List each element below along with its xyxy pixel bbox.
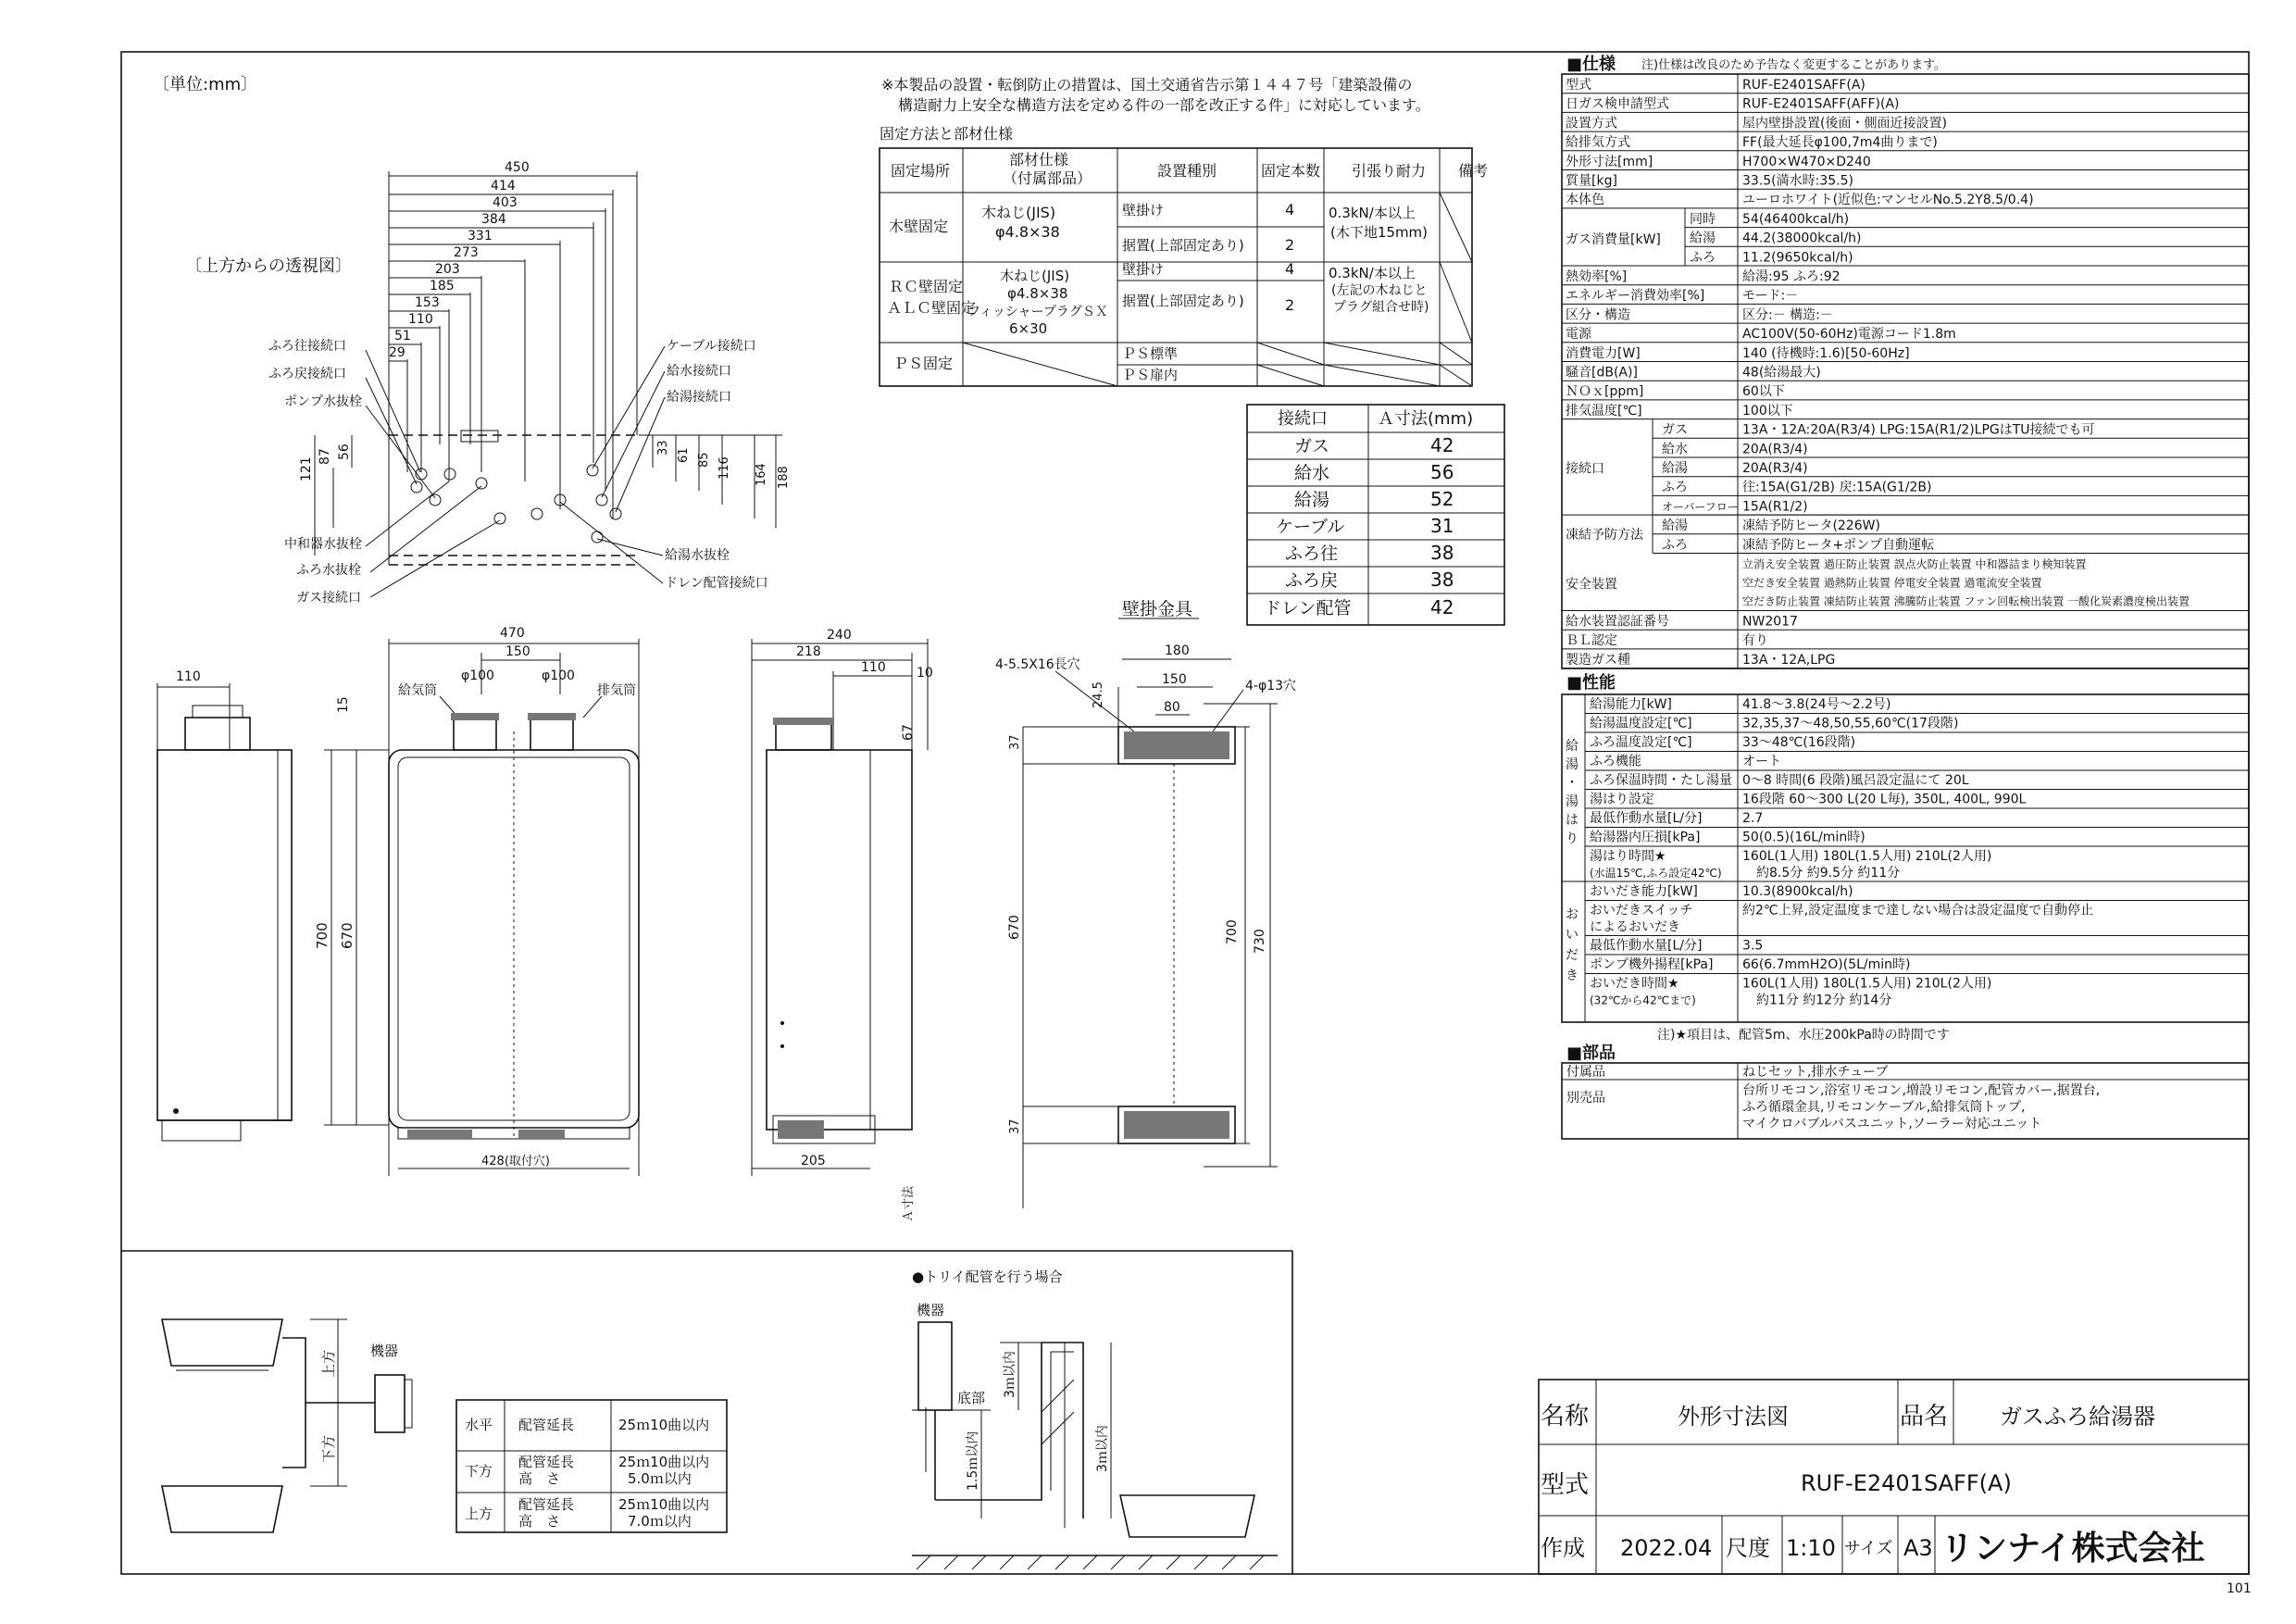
parts-table bbox=[1562, 1043, 2249, 1139]
spec-value: 空だき安全装置 過熱防止装置 停電安全装置 過電流安全装置 bbox=[1742, 576, 2042, 590]
svg-text:ドレン配管: ドレン配管 bbox=[1264, 598, 1352, 618]
svg-text:6×30: 6×30 bbox=[1009, 320, 1048, 337]
svg-text:56: 56 bbox=[337, 443, 352, 460]
tb-name-value: 外形寸法図 bbox=[1678, 1404, 1789, 1430]
svg-text:121: 121 bbox=[299, 456, 314, 481]
spec-value: 給湯:95 ふろ:92 bbox=[1742, 269, 1841, 284]
svg-text:218: 218 bbox=[796, 644, 821, 659]
svg-text:A3: A3 bbox=[1903, 1535, 1933, 1561]
svg-text:185: 185 bbox=[430, 279, 455, 294]
spec-label: 給水装置認証番号 bbox=[1566, 614, 1669, 630]
svg-text:33: 33 bbox=[656, 440, 670, 456]
svg-text:80: 80 bbox=[1164, 700, 1180, 715]
spec-value: AC100V(50-60Hz)電源コード1.8m bbox=[1742, 327, 1956, 343]
perf-value: 66(6.7mmH2O)(5L/min時) bbox=[1742, 957, 1911, 972]
perf-group-char: 湯 bbox=[1566, 757, 1578, 772]
svg-text:42: 42 bbox=[1430, 596, 1454, 618]
spec-label: 給排気方式 bbox=[1566, 135, 1630, 151]
label-cable-conn: ケーブル接続口 bbox=[667, 339, 756, 354]
svg-text:型式: 型式 bbox=[1541, 1471, 1590, 1499]
svg-text:428(取付穴): 428(取付穴) bbox=[481, 1155, 550, 1168]
label-water-conn: 給水接続口 bbox=[667, 364, 731, 379]
front-view bbox=[314, 626, 639, 1176]
svg-text:31: 31 bbox=[1430, 515, 1454, 537]
svg-text:(木下地15mm): (木下地15mm) bbox=[1330, 224, 1429, 241]
svg-text:153: 153 bbox=[415, 295, 440, 310]
svg-text:180: 180 bbox=[1165, 643, 1190, 658]
svg-text:ＰＳ固定: ＰＳ固定 bbox=[893, 355, 954, 372]
svg-text:φ4.8×38: φ4.8×38 bbox=[995, 223, 1060, 241]
svg-text:3ｍ以内: 3ｍ以内 bbox=[1095, 1425, 1110, 1472]
perf-group-char: お bbox=[1566, 907, 1578, 922]
perf-label: ふろ機能 bbox=[1590, 754, 1641, 769]
spec-label: 消費電力[W] bbox=[1566, 345, 1641, 361]
label-hot-drain: 給湯水抜栓 bbox=[665, 548, 730, 563]
spec-label: 質量[kg] bbox=[1566, 173, 1617, 189]
svg-text:上方: 上方 bbox=[320, 1349, 337, 1378]
svg-text:品名: 品名 bbox=[1900, 1403, 1949, 1430]
spec-sub-label: 給湯 bbox=[1690, 231, 1716, 246]
svg-text:700: 700 bbox=[1225, 919, 1240, 944]
spec-label: 区分・構造 bbox=[1566, 307, 1630, 323]
svg-text:壁掛け: 壁掛け bbox=[1122, 261, 1165, 278]
spec-sub-label: ふろ bbox=[1690, 250, 1716, 266]
svg-text:414: 414 bbox=[491, 179, 516, 194]
svg-text:37: 37 bbox=[1008, 734, 1022, 750]
svg-text:384: 384 bbox=[481, 212, 506, 227]
spec-value: H700×W470×D240 bbox=[1742, 154, 1871, 169]
svg-text:配管延長: 配管延長 bbox=[518, 1496, 575, 1513]
spec-value: ユーロホワイト(近似色:マンセルNo.5.2Y8.5/0.4) bbox=[1742, 193, 2034, 208]
svg-text:240: 240 bbox=[827, 628, 852, 643]
svg-text:高 さ: 高 さ bbox=[518, 1470, 561, 1487]
spec-label: 排気温度[℃] bbox=[1566, 403, 1642, 418]
spec-label: 設置方式 bbox=[1566, 116, 1617, 131]
spec-label: ガス消費量[kW] bbox=[1566, 231, 1661, 247]
bracket-title: 壁掛金具 bbox=[1122, 599, 1193, 619]
svg-text:別売品: 別売品 bbox=[1566, 1091, 1605, 1106]
svg-text:670: 670 bbox=[1007, 915, 1022, 940]
spec-value: 空だき防止装置 凍結防止装置 沸騰防止装置 ファン回転検出装置 一酸化炭素濃度検出装置 bbox=[1742, 594, 2190, 608]
svg-text:φ100: φ100 bbox=[461, 668, 494, 683]
perf-value: 約8.5分 約9.5分 約11分 bbox=[1756, 866, 1901, 881]
svg-text:700: 700 bbox=[314, 922, 331, 949]
svg-text:ふろ往: ふろ往 bbox=[1285, 543, 1339, 564]
spec-sub-label: 給湯 bbox=[1662, 461, 1688, 476]
spec-value: 20A(R3/4) bbox=[1742, 442, 1808, 457]
svg-text:331: 331 bbox=[468, 229, 493, 244]
spec-value: 屋内壁掛設置(後面・側面近接設置) bbox=[1742, 116, 1947, 131]
perf-value: 33～48℃(16段階) bbox=[1742, 735, 1856, 750]
svg-text:プラグ組合せ時): プラグ組合せ時) bbox=[1333, 300, 1429, 315]
svg-text:下方: 下方 bbox=[465, 1463, 493, 1480]
svg-text:10: 10 bbox=[917, 666, 933, 681]
perf-group-char: い bbox=[1566, 928, 1578, 943]
svg-text:25ｍ10曲以内: 25ｍ10曲以内 bbox=[618, 1417, 710, 1433]
svg-text:203: 203 bbox=[435, 262, 460, 277]
perf-group-char: だ bbox=[1566, 948, 1578, 963]
svg-text:木ねじ(JIS): 木ねじ(JIS) bbox=[981, 204, 1056, 221]
spec-table bbox=[1562, 54, 2249, 668]
top-view bbox=[185, 160, 791, 606]
svg-text:接続口: 接続口 bbox=[1278, 409, 1328, 429]
svg-text:下方: 下方 bbox=[320, 1434, 337, 1463]
svg-text:51: 51 bbox=[394, 329, 411, 344]
svg-text:150: 150 bbox=[1162, 672, 1187, 687]
spec-sub-label: 給湯 bbox=[1662, 518, 1688, 534]
spec-sub-label: ふろ bbox=[1662, 537, 1688, 553]
svg-text:7.0ｍ以内: 7.0ｍ以内 bbox=[628, 1513, 692, 1530]
perf-value: 0～8 時間(6 段階)風呂設定温にて 20L bbox=[1742, 773, 1969, 788]
spec-sub-label: 給水 bbox=[1662, 442, 1688, 457]
tb-product-value: ガスふろ給湯器 bbox=[2000, 1404, 2155, 1430]
spec-value: 100以下 bbox=[1742, 403, 1793, 418]
label-furo-drain: ふろ水抜栓 bbox=[296, 563, 361, 578]
perf-label: 湯はり時間★ bbox=[1590, 849, 1666, 864]
svg-text:水平: 水平 bbox=[465, 1417, 493, 1433]
spec-label: 日ガス検申請型式 bbox=[1566, 96, 1669, 112]
spec-header: ■仕様 bbox=[1566, 55, 1616, 74]
perf-value: 16段階 60～300 L(20 L毎), 350L, 400L, 990L bbox=[1742, 792, 2027, 807]
svg-text:Ａ寸法: Ａ寸法 bbox=[902, 1185, 916, 1222]
perf-label: 最低作動水量[L/分] bbox=[1590, 938, 1703, 954]
spec-label: 接続口 bbox=[1566, 461, 1604, 477]
spec-value: 20A(R3/4) bbox=[1742, 461, 1808, 476]
svg-text:110: 110 bbox=[861, 660, 886, 675]
perf-label: おいだき能力[kW] bbox=[1590, 884, 1698, 899]
perf-value: 41.8～3.8(24号～2.2号) bbox=[1742, 697, 1891, 712]
top-view-label: 〔上方からの透視図〕 bbox=[185, 256, 352, 276]
perf-value: 32,35,37～48,50,55,60℃(17段階) bbox=[1742, 716, 1959, 731]
spec-value: RUF-E2401SAFF(AFF)(A) bbox=[1742, 96, 1900, 112]
svg-text:ケーブル: ケーブル bbox=[1276, 517, 1345, 537]
svg-text:38: 38 bbox=[1430, 542, 1454, 564]
spec-value: 凍結予防ヒータ+ポンプ自動運転 bbox=[1742, 537, 1935, 553]
svg-text:マイクロバブルバスユニット,ソーラー対応ユニット: マイクロバブルバスユニット,ソーラー対応ユニット bbox=[1742, 1117, 2042, 1131]
perf-group-char: き bbox=[1566, 968, 1578, 983]
perf-value: 約2℃上昇,設定温度まで達しない場合は設定温度で自動停止 bbox=[1742, 903, 2094, 918]
perf-label: (32℃から42℃まで) bbox=[1590, 993, 1696, 1007]
svg-text:尺度: 尺度 bbox=[1726, 1535, 1770, 1561]
title-block bbox=[1539, 1380, 2249, 1574]
svg-text:φ4.8×38: φ4.8×38 bbox=[1007, 285, 1068, 302]
tb-company: リンナイ株式会社 bbox=[1940, 1530, 2205, 1568]
svg-text:注)仕様は改良のため予告なく変更することがあります。: 注)仕様は改良のため予告なく変更することがあります。 bbox=[1641, 58, 1947, 72]
perf-group-char: 湯 bbox=[1566, 794, 1578, 809]
svg-text:4: 4 bbox=[1285, 201, 1295, 219]
perf-value: オート bbox=[1742, 754, 1781, 769]
fix-method-table bbox=[880, 148, 1488, 386]
svg-text:1.5ｍ以内: 1.5ｍ以内 bbox=[966, 1430, 980, 1491]
trap-piping-diagram bbox=[912, 1268, 1278, 1569]
svg-text:木壁固定: 木壁固定 bbox=[889, 218, 949, 235]
svg-text:0.3kN/本以上: 0.3kN/本以上 bbox=[1329, 265, 1416, 281]
spec-value: 44.2(38000kcal/h) bbox=[1742, 231, 1862, 246]
perf-label: 最低作動水量[L/分] bbox=[1590, 811, 1703, 826]
svg-text:配管延長: 配管延長 bbox=[518, 1454, 575, 1470]
perf-value: 約11分 約12分 約14分 bbox=[1756, 993, 1892, 1008]
label-gas-conn: ガス接続口 bbox=[296, 591, 361, 606]
tb-date: 2022.04 bbox=[1620, 1535, 1713, 1561]
perf-group-char: ・ bbox=[1566, 776, 1578, 791]
perf-label: (水温15℃,ふろ設定42℃) bbox=[1590, 867, 1722, 880]
label-neutralizer-drain: 中和器水抜栓 bbox=[284, 537, 362, 552]
svg-text:52: 52 bbox=[1430, 488, 1454, 510]
perf-value: 160L(1人用) 180L(1.5人用) 210L(2人用) bbox=[1742, 976, 1992, 992]
parts-header: ■部品 bbox=[1566, 1043, 1616, 1063]
svg-text:273: 273 bbox=[454, 245, 479, 260]
svg-text:4-φ13穴: 4-φ13穴 bbox=[1245, 679, 1297, 693]
perf-value: 2.7 bbox=[1742, 811, 1764, 826]
svg-text:底部: 底部 bbox=[957, 1390, 986, 1406]
svg-text:61: 61 bbox=[677, 447, 691, 463]
svg-text:85: 85 bbox=[697, 452, 711, 468]
svg-text:164: 164 bbox=[755, 463, 768, 486]
svg-text:42: 42 bbox=[1430, 434, 1454, 456]
spec-value: 60以下 bbox=[1742, 384, 1785, 400]
wall-bracket bbox=[901, 599, 1296, 1222]
svg-text:2: 2 bbox=[1285, 296, 1295, 314]
svg-text:木ねじ(JIS): 木ねじ(JIS) bbox=[1000, 268, 1070, 284]
svg-text:ＰＳ標準: ＰＳ標準 bbox=[1122, 345, 1179, 362]
svg-text:67: 67 bbox=[901, 724, 916, 741]
svg-text:（付属部品）: （付属部品） bbox=[1003, 169, 1092, 187]
svg-text:給湯: 給湯 bbox=[1294, 490, 1330, 510]
spec-value: 13A・12A,LPG bbox=[1742, 652, 1836, 668]
svg-text:ＲＣ壁固定: ＲＣ壁固定 bbox=[889, 278, 964, 295]
spec-sub-label: 同時 bbox=[1690, 211, 1716, 227]
svg-text:部材仕様: 部材仕様 bbox=[1009, 151, 1069, 169]
svg-text:据置(上部固定あり): 据置(上部固定あり) bbox=[1122, 237, 1244, 254]
svg-text:機器: 機器 bbox=[917, 1302, 945, 1318]
spec-value: 11.2(9650kcal/h) bbox=[1742, 250, 1853, 266]
perf-value: 3.5 bbox=[1742, 938, 1764, 954]
svg-text:固定場所: 固定場所 bbox=[891, 162, 951, 180]
spec-label: ＢＬ認定 bbox=[1566, 633, 1617, 649]
svg-text:ふろ循環金具,リモコンケーブル,給排気筒トップ,: ふろ循環金具,リモコンケーブル,給排気筒トップ, bbox=[1742, 1100, 2026, 1115]
trap-title: ●トリイ配管を行う場合 bbox=[912, 1268, 1063, 1285]
svg-text:470: 470 bbox=[500, 626, 525, 641]
spec-value: 凍結予防ヒータ(226W) bbox=[1742, 518, 1880, 534]
svg-text:2: 2 bbox=[1285, 236, 1295, 254]
svg-text:56: 56 bbox=[1430, 461, 1454, 483]
svg-text:固定本数: 固定本数 bbox=[1261, 162, 1321, 180]
side-view-right bbox=[752, 628, 933, 1176]
svg-text:29: 29 bbox=[389, 345, 406, 360]
page-number: 101 bbox=[2227, 1581, 2252, 1596]
perf-label: 湯はり設定 bbox=[1590, 792, 1654, 807]
spec-value: 区分:－ 構造:－ bbox=[1742, 307, 1833, 323]
spec-sub-label: オーバーフロー bbox=[1662, 500, 1739, 514]
spec-label: ＮＯｘ[ppm] bbox=[1566, 384, 1644, 400]
spec-sub-label: ガス bbox=[1662, 422, 1688, 438]
svg-text:25ｍ10曲以内: 25ｍ10曲以内 bbox=[618, 1496, 710, 1513]
svg-text:設置種別: 設置種別 bbox=[1157, 162, 1217, 180]
svg-text:給気筒: 給気筒 bbox=[398, 683, 437, 698]
label-furo-return: ふろ戻接続口 bbox=[268, 367, 346, 381]
svg-text:3ｍ以内: 3ｍ以内 bbox=[1003, 1351, 1017, 1398]
svg-text:4-5.5X16長穴: 4-5.5X16長穴 bbox=[995, 657, 1080, 672]
bath-height-diagram bbox=[162, 1319, 727, 1532]
label-pump-drain: ポンプ水抜栓 bbox=[284, 394, 362, 409]
svg-text:1:10: 1:10 bbox=[1786, 1535, 1836, 1561]
unit-note: 〔単位:mm〕 bbox=[153, 75, 258, 94]
svg-text:高 さ: 高 さ bbox=[518, 1513, 561, 1530]
svg-text:87: 87 bbox=[318, 448, 332, 465]
side-view-left bbox=[157, 669, 351, 1141]
svg-text:730: 730 bbox=[1253, 929, 1267, 954]
tb-model-value: RUF-E2401SAFF(A) bbox=[1801, 1470, 2012, 1496]
svg-text:上方: 上方 bbox=[465, 1505, 493, 1522]
spec-value: 54(46400kcal/h) bbox=[1742, 211, 1850, 227]
svg-text:据置(上部固定あり): 据置(上部固定あり) bbox=[1122, 293, 1244, 309]
perf-value: 160L(1人用) 180L(1.5人用) 210L(2人用) bbox=[1742, 849, 1992, 864]
tb-name-label: 名称 bbox=[1541, 1403, 1590, 1430]
spec-value: NW2017 bbox=[1742, 614, 1798, 630]
svg-text:37: 37 bbox=[1008, 1118, 1022, 1134]
perf-group-char: り bbox=[1566, 831, 1578, 846]
svg-text:引張り耐力: 引張り耐力 bbox=[1352, 162, 1427, 180]
svg-text:ねじセット,排水チューブ: ねじセット,排水チューブ bbox=[1742, 1065, 1889, 1080]
svg-text:38: 38 bbox=[1430, 568, 1454, 591]
svg-text:205: 205 bbox=[801, 1154, 826, 1168]
svg-text:給水: 給水 bbox=[1294, 463, 1330, 483]
spec-label: エネルギー消費効率[%] bbox=[1566, 288, 1705, 304]
svg-text:150: 150 bbox=[505, 644, 530, 659]
svg-text:サイズ: サイズ bbox=[1844, 1539, 1893, 1558]
svg-text:188: 188 bbox=[777, 466, 791, 489]
perf-label: によるおいだき bbox=[1590, 919, 1680, 935]
perf-label: ポンプ機外揚程[kPa] bbox=[1590, 957, 1714, 972]
perf-value: 50(0.5)(16L/min時) bbox=[1742, 830, 1866, 845]
perf-header: ■性能 bbox=[1566, 673, 1616, 693]
spec-label: 熱効率[%] bbox=[1566, 269, 1628, 284]
svg-text:24.5: 24.5 bbox=[1092, 681, 1105, 708]
svg-text:ＰＳ扉内: ＰＳ扉内 bbox=[1122, 367, 1179, 383]
svg-text:4: 4 bbox=[1285, 260, 1295, 278]
perf-group-char: 給 bbox=[1566, 739, 1578, 754]
perf-label: ふろ保温時間・たし湯量 bbox=[1590, 773, 1732, 788]
svg-text:5.0ｍ以内: 5.0ｍ以内 bbox=[628, 1470, 692, 1487]
spec-value: 立消え安全装置 過圧防止装置 誤点火防止装置 中和器詰まり検知装置 bbox=[1742, 557, 2087, 571]
svg-text:110: 110 bbox=[176, 669, 201, 684]
spec-value: 33.5(満水時:35.5) bbox=[1742, 173, 1853, 189]
spec-label: 凍結予防方法 bbox=[1566, 528, 1643, 543]
spec-label: 安全装置 bbox=[1566, 577, 1617, 593]
perf-group-char: は bbox=[1566, 813, 1578, 828]
spec-label: 製造ガス種 bbox=[1566, 652, 1630, 668]
perf-value: 10.3(8900kcal/h) bbox=[1742, 884, 1853, 899]
svg-text:15: 15 bbox=[336, 696, 351, 713]
install-note-1: ※本製品の設置・転倒防止の措置は、国土交通省告示第１４４７号「建築設備の bbox=[881, 76, 1413, 94]
spec-value: RUF-E2401SAFF(A) bbox=[1742, 78, 1866, 93]
svg-text:(左記の木ねじと: (左記の木ねじと bbox=[1331, 283, 1428, 298]
spec-value: 往:15A(G1/2B) 戻:15A(G1/2B) bbox=[1742, 480, 1932, 495]
svg-text:403: 403 bbox=[493, 195, 518, 210]
svg-text:配管延長: 配管延長 bbox=[518, 1417, 575, 1433]
spec-value: 13A・12A:20A(R3/4) LPG:15A(R1/2)LPGはTU接続でも可 bbox=[1742, 422, 2095, 438]
svg-text:台所リモコン,浴室リモコン,増設リモコン,配管カバー,据置台: 台所リモコン,浴室リモコン,増設リモコン,配管カバー,据置台, bbox=[1742, 1083, 2101, 1098]
svg-text:450: 450 bbox=[505, 160, 530, 175]
spec-label: 電源 bbox=[1566, 327, 1591, 343]
label-hot-conn: 給湯接続口 bbox=[667, 390, 731, 405]
spec-label: 型式 bbox=[1566, 78, 1591, 93]
label-drain-pipe: ドレン配管接続口 bbox=[665, 576, 768, 591]
svg-text:116: 116 bbox=[718, 456, 731, 480]
performance-table bbox=[1562, 672, 2249, 1043]
spec-sub-label: ふろ bbox=[1662, 480, 1688, 495]
svg-text:付属品: 付属品 bbox=[1566, 1065, 1605, 1080]
svg-text:ガス: ガス bbox=[1294, 436, 1330, 456]
spec-value: FF(最大延長φ100,7m4曲りまで) bbox=[1742, 135, 1938, 151]
spec-label: 外形寸法[mm] bbox=[1566, 154, 1653, 169]
svg-text:φ100: φ100 bbox=[542, 668, 575, 683]
svg-text:ＡＬＣ壁固定: ＡＬＣ壁固定 bbox=[887, 299, 977, 317]
svg-text:作成: 作成 bbox=[1541, 1535, 1585, 1561]
svg-text:Ａ寸法(mm): Ａ寸法(mm) bbox=[1378, 409, 1474, 429]
spec-value: モード:－ bbox=[1742, 288, 1799, 304]
perf-label: 給湯器内圧損[kPa] bbox=[1590, 830, 1701, 845]
spec-value: 140 (待機時:1.6)[50-60Hz] bbox=[1742, 345, 1910, 361]
svg-text:110: 110 bbox=[408, 312, 433, 327]
spec-value: 有り bbox=[1742, 633, 1768, 649]
svg-text:670: 670 bbox=[339, 922, 356, 949]
spec-value: 15A(R1/2) bbox=[1742, 499, 1808, 515]
svg-text:機器: 機器 bbox=[370, 1343, 399, 1359]
svg-text:排気筒: 排気筒 bbox=[597, 683, 636, 698]
svg-text:ふろ戻: ふろ戻 bbox=[1285, 570, 1339, 591]
fix-method-title: 固定方法と部材仕様 bbox=[880, 125, 1014, 143]
install-note-2: 構造耐力上安全な構造方法を定める件の一部を改正する件」に対応しています。 bbox=[898, 96, 1430, 114]
connection-a-dim-table bbox=[1247, 405, 1504, 625]
svg-text:フィッシャープラグＳＸ: フィッシャープラグＳＸ bbox=[967, 305, 1108, 319]
perf-label: 給湯能力[kW] bbox=[1590, 697, 1672, 712]
svg-text:備考: 備考 bbox=[1458, 162, 1489, 180]
perf-label: 給湯温度設定[℃] bbox=[1590, 716, 1692, 731]
spec-label: 本体色 bbox=[1566, 193, 1604, 208]
spec-label: 騒音[dB(A)] bbox=[1566, 365, 1638, 381]
perf-label: おいだきスイッチ bbox=[1590, 903, 1693, 918]
svg-text:注)★項目は、配管5m、水圧200kPa時の時間です: 注)★項目は、配管5m、水圧200kPa時の時間です bbox=[1657, 1028, 1950, 1043]
spec-value: 48(給湯最大) bbox=[1742, 365, 1821, 381]
svg-text:壁掛け: 壁掛け bbox=[1122, 202, 1165, 219]
label-furo-out: ふろ往接続口 bbox=[268, 339, 346, 354]
perf-label: おいだき時間★ bbox=[1590, 976, 1679, 992]
svg-text:0.3kN/本以上: 0.3kN/本以上 bbox=[1329, 205, 1416, 221]
svg-text:25ｍ10曲以内: 25ｍ10曲以内 bbox=[618, 1454, 710, 1470]
perf-label: ふろ温度設定[℃] bbox=[1590, 735, 1692, 750]
